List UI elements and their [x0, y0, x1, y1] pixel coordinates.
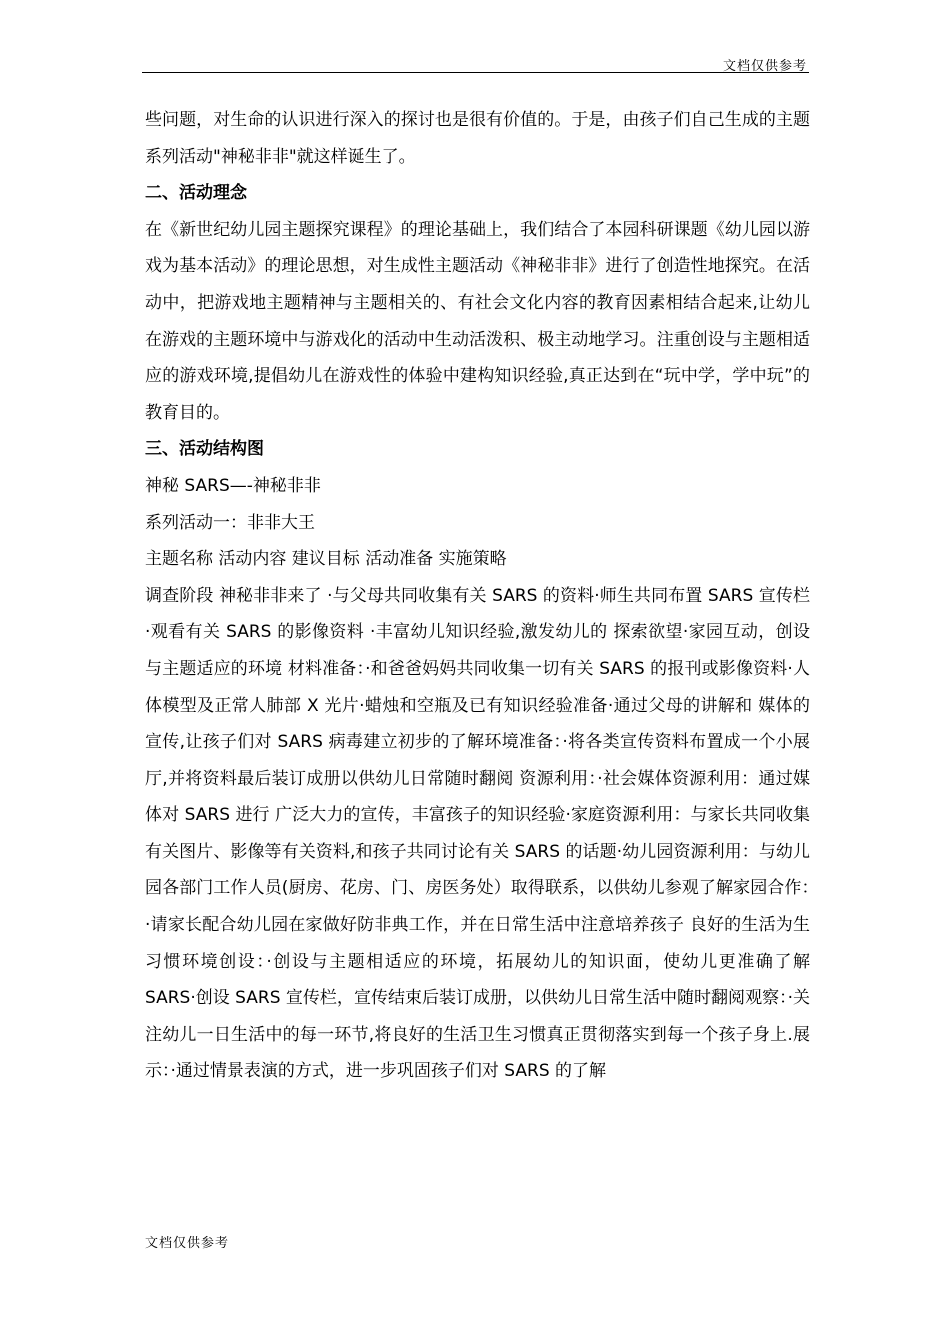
- section-heading-structure: 三、活动结构图: [145, 439, 264, 460]
- structure-title-line: 神秘 SARS—-神秘非非: [145, 475, 321, 496]
- page-header-label: 文档仅供参考: [722, 59, 807, 74]
- body-paragraph-intro: 些问题，对生命的认识进行深入的探讨也是很有价值的。于是，由孩子们自己生成的主题系列活动"神秘非非"就这样诞生了。: [145, 110, 810, 167]
- document-body: [145, 102, 810, 1090]
- body-paragraph-concept: 在《新世纪幼儿园主题探究课程》的理论基础上，我们结合了本园科研课题《幼儿园以游戏为基本活动》的理论思想，对生成性主题活动《神秘非非》进行了创造性地探究。在活动中，把游戏地主题精神与主题相关的、有社会文化内容的教育因素相结合起来,让幼儿在游戏的主题环境中与游戏化的活动中生动活泼积、极主动地学习。注重创设与主题相适应的游戏环境,提倡幼儿在游戏性的体验中建构知识经验,真正达到在“玩中学，学中玩”的教育目的。: [145, 219, 810, 423]
- table-columns-line: 主题名称 活动内容 建议目标 活动准备 实施策略: [145, 549, 507, 570]
- series-activity-line: 系列活动一：非非大王: [145, 512, 315, 533]
- page-footer-label: 文档仅供参考: [145, 1236, 230, 1251]
- header-divider: [142, 72, 809, 73]
- section-heading-concept: 二、活动理念: [145, 183, 247, 204]
- body-paragraph-investigation: 调查阶段 神秘非非来了 ·与父母共同收集有关 SARS 的资料·师生共同布置 SARS 宣传栏·观看有关 SARS 的影像资料 ·丰富幼儿知识经验,激发幼儿的 探索欲望·家园互动，创设与主题适应的环境 材料准备：·和爸爸妈妈共同收集一切有关 SARS 的报刊或影像资料·人体模型及正常人肺部 X 光片·蜡烛和空瓶及已有知识经验准备·通过父母的讲解和 媒体的宣传,让孩子们对 SARS 病毒建立初步的了解环境准备：·将各类宣传资料布置成一个小展厅,并将资料最后装订成册以供幼儿日常随时翻阅 资源利用：·社会媒体资源利用：通过媒体对 SARS 进行 广泛大力的宣传，丰富孩子的知识经验·家庭资源利用：与家长共同收集有关图片、影像等有关资料,和孩子共同讨论有关 SARS 的话题·幼儿园资源利用：与幼儿园各部门工作人员(厨房、花房、门、房医务处）取得联系，以供幼儿参观了解家园合作：·请家长配合幼儿园在家做好防非典工作，并在日常生活中注意培养孩子 良好的生活为生习惯环境创设：·创设与主题相适应的环境，拓展幼儿的知识面，使幼儿更准确了解 SARS·创设 SARS 宣传栏，宣传结束后装订成册，以供幼儿日常生活中随时翻阅观察：·关注幼儿一日生活中的每一环节,将良好的生活卫生习惯真正贯彻落实到每一个孩子身上.展示：·通过情景表演的方式，进一步巩固孩子们对 SARS 的了解: [145, 585, 810, 1082]
